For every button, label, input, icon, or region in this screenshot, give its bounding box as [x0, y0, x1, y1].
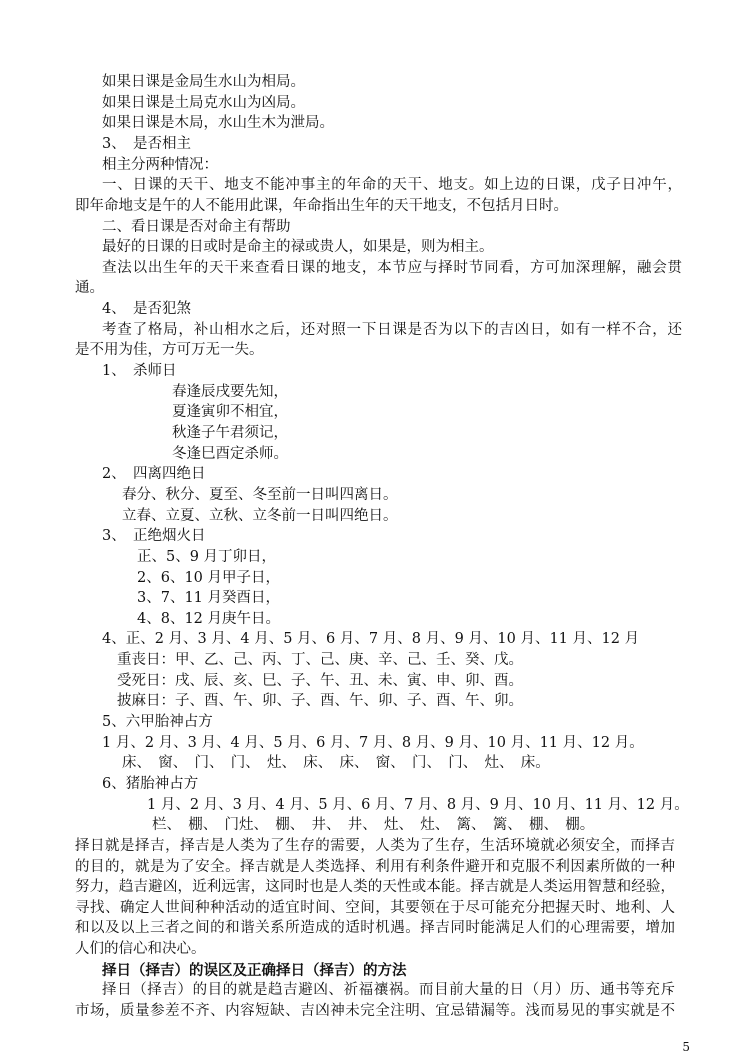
text-line: 如果日课是金局生水山为相局。: [102, 74, 305, 90]
text-line: 努力，趋吉避凶，近利远害，这同时也是人类的天性或本能。择吉就是人类运用智慧和经验，: [75, 879, 675, 896]
verse-line: 春逢辰戌要先知，: [172, 383, 288, 400]
text-line: 的目的，就是为了安全。择吉就是人类选择、利用有利条件避开和克服不利因素所做的一种: [75, 858, 675, 875]
text-line: 最好的日课的日或时是命主的禄或贵人，如果是，则为相主。: [102, 239, 494, 256]
text-line: 是不用为佳，方可万无一失。: [75, 342, 264, 359]
text-line: 一、日课的天干、地支不能冲事主的年命的天干、地支。如上边的日课，戊子日冲午，: [102, 177, 682, 194]
subsection-heading: 2、 四离四绝日: [102, 466, 206, 483]
text-line: 择日就是择吉，择吉是人类为了生存的需要，人类为了生存，生活环境就必须安全，而择吉: [75, 837, 675, 854]
text-line: 考查了格局，补山相水之后，还对照一下日课是否为以下的吉凶日，如有一样不合，还: [102, 321, 682, 338]
text-line: 正、5、9 月丁卯日，: [137, 548, 277, 565]
table-row: 1 月、2 月、3 月、4 月、5 月、6 月、7 月、8 月、9 月、10 月、11 月、12 月。: [102, 734, 644, 751]
verse-line: 夏逢寅卯不相宜，: [172, 404, 288, 421]
section-heading: 3、 是否相主: [102, 135, 191, 152]
text-line: 人们的信心和决心。: [75, 941, 206, 958]
section-heading: 4、 是否犯煞: [102, 301, 191, 318]
text-line: 二、看日课是否对命主有帮助: [102, 218, 291, 235]
subsection-heading: 4、正、2 月、3 月、4 月、5 月、6 月、7 月、8 月、9 月、10 月、11 月、12 月: [102, 631, 640, 648]
subsection-heading: 6、猪胎神占方: [102, 775, 199, 792]
text-line: 通。: [75, 280, 104, 297]
table-row: 1 月、2 月、3 月、4 月、5 月、6 月、7 月、8 月、9 月、10 月、11 月、12 月。: [147, 796, 689, 813]
text-line: 相主分两种情况：: [102, 156, 218, 173]
text-line: 如果日课是土局克水山为凶局。: [102, 94, 305, 111]
text-line: 和以及以上三者之间的和谐关系所造成的适时机遇。择吉同时能满足人们的心理需要，增加: [75, 920, 675, 937]
table-row: 床、 窗、 门、 门、 灶、 床、 床、 窗、 门、 门、 灶、 床。: [122, 755, 550, 772]
table-row: 栏、 棚、 门灶、 棚、 井、 井、 灶、 灶、 篱、 篱、 棚、 棚。: [152, 817, 595, 834]
subsection-heading: 3、 正绝烟火日: [102, 528, 206, 545]
text-line: 如果日课是木局，水山生木为泄局。: [102, 115, 334, 132]
table-row: 受死日：戌、辰、亥、巳、子、午、丑、未、寅、申、卯、酉。: [117, 672, 523, 689]
verse-line: 冬逢巳酉定杀师。: [172, 445, 288, 462]
text-line: 即年命地支是午的人不能用此课，年命指出生年的天干地支，不包括月日时。: [75, 197, 568, 214]
text-line: 择日（择吉）的目的就是趋吉避凶、祈福禳祸。而目前大量的日（月）历、通书等充斥: [102, 982, 675, 999]
text-line: 市场，质量参差不齐、内容短缺、吉凶神未完全注明、宜忌错漏等。浅而易见的事实就是不: [75, 1003, 675, 1019]
text-line: 2、6、10 月甲子日，: [137, 569, 281, 586]
text-line: 4、8、12 月庚午日。: [137, 610, 281, 627]
text-line: 立春、立夏、立秋、立冬前一日叫四绝日。: [122, 507, 398, 524]
section-title: 择日（择吉）的误区及正确择日（择吉）的方法: [102, 961, 407, 979]
text-line: 春分、秋分、夏至、冬至前一日叫四离日。: [122, 486, 398, 503]
text-line: 3、7、11 月癸酉日，: [137, 590, 281, 607]
page-number: 5: [682, 1040, 690, 1054]
subsection-heading: 5、六甲胎神占方: [102, 714, 213, 730]
text-line: 查法以出生年的天干来查看日课的地支，本节应与择时节同看，方可加深理解，融会贯: [102, 259, 682, 276]
table-row: 重丧日：甲、乙、己、丙、丁、己、庚、辛、己、壬、癸、戊。: [117, 652, 523, 668]
verse-line: 秋逢子午君须记，: [172, 425, 288, 441]
subsection-heading: 1、 杀师日: [102, 363, 177, 379]
text-line: 寻找、确定人世间种种活动的适宜时间、空间，其要领在于尽可能充分把握天时、地利、人: [75, 899, 675, 916]
table-row: 披麻日：子、酉、午、卯、子、酉、午、卯、子、酉、午、卯。: [117, 693, 523, 710]
